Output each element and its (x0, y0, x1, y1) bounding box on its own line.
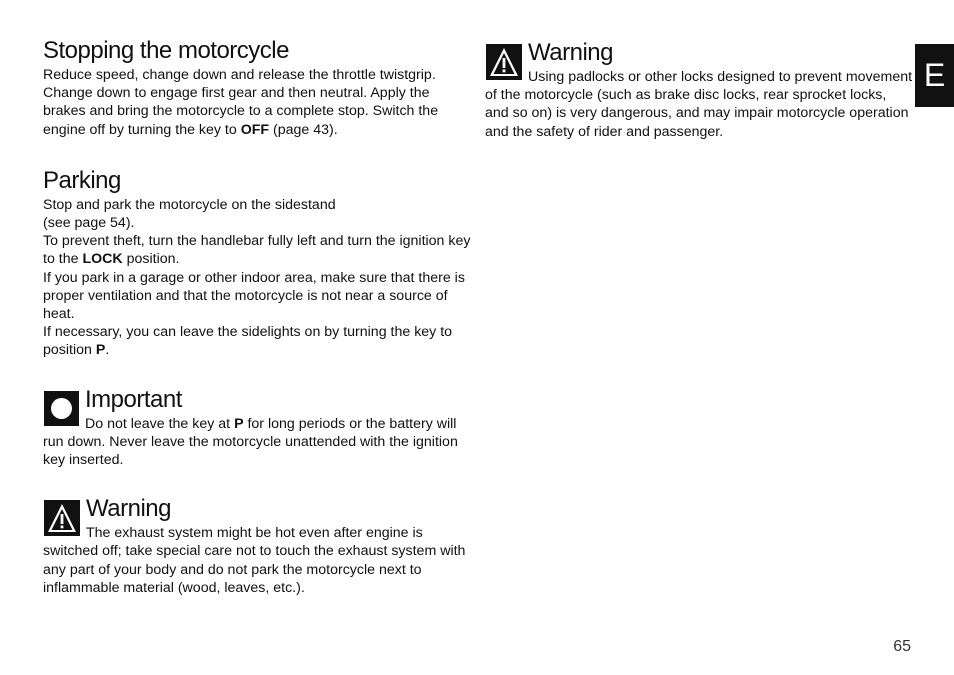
warning-heading: Warning (528, 39, 613, 66)
lock-label: LOCK (82, 251, 123, 268)
right-column (485, 36, 913, 141)
warning-exhaust-section (43, 492, 471, 597)
parking-section (43, 166, 471, 360)
warning-heading: Warning (86, 495, 171, 523)
important-text: Do not leave the key at P for long periods or the battery will run down. Never leave the motorcycle unattended with the ignition key inserted. (43, 415, 458, 469)
page-number: 65 (893, 638, 911, 655)
important-section (43, 383, 471, 470)
off-label: OFF (240, 121, 270, 138)
circle-notice-icon (44, 391, 79, 426)
warning-exhaust-text: The exhaust system might be hot even after engine is switched off; take special care not to touch the exhaust system with any part of your body and do not park the motorcycle next to inflammable material (wood, leaves, etc.). (43, 525, 466, 596)
stopping-text: Reduce speed, change down and release the throttle twistgrip. Change down to engage first gear and then neutral. Apply the brakes and bring the motorcycle to a complete stop. Switch the engine off by turning the key to OFF (page 43). (43, 67, 439, 138)
parking-text-1: Stop and park the motorcycle on the sidestand (see page 54). (43, 196, 336, 232)
parking-text-3: If you park in a garage or other indoor area, make sure that there is proper ventilation and that the motorcycle is not near a source of heat. (43, 269, 465, 323)
left-column (43, 36, 471, 597)
p-key-label: P (234, 415, 244, 432)
warning-locks-section (485, 36, 913, 141)
parking-heading: Parking (43, 166, 121, 194)
parking-text-4: If necessary, you can leave the sidelights on by turning the key to position P. (43, 324, 453, 359)
important-heading: Important (85, 385, 182, 413)
stopping-section (43, 36, 471, 139)
language-tab: E (915, 44, 954, 107)
warning-triangle-icon (44, 500, 80, 536)
parking-text-2: To prevent theft, turn the handlebar fully left and turn the ignition key to the LOCK position. (43, 233, 471, 268)
stopping-heading: Stopping the motorcycle (43, 37, 289, 64)
warning-locks-text: Using padlocks or other locks designed to prevent movement of the motorcycle (such as brake disc locks, rear sprocket locks, and so on) is very dangerous, and may impair motorcycle operation and the safety of rider and passenger. (485, 69, 913, 140)
warning-triangle-icon (486, 44, 522, 80)
p-label: P (95, 342, 106, 359)
